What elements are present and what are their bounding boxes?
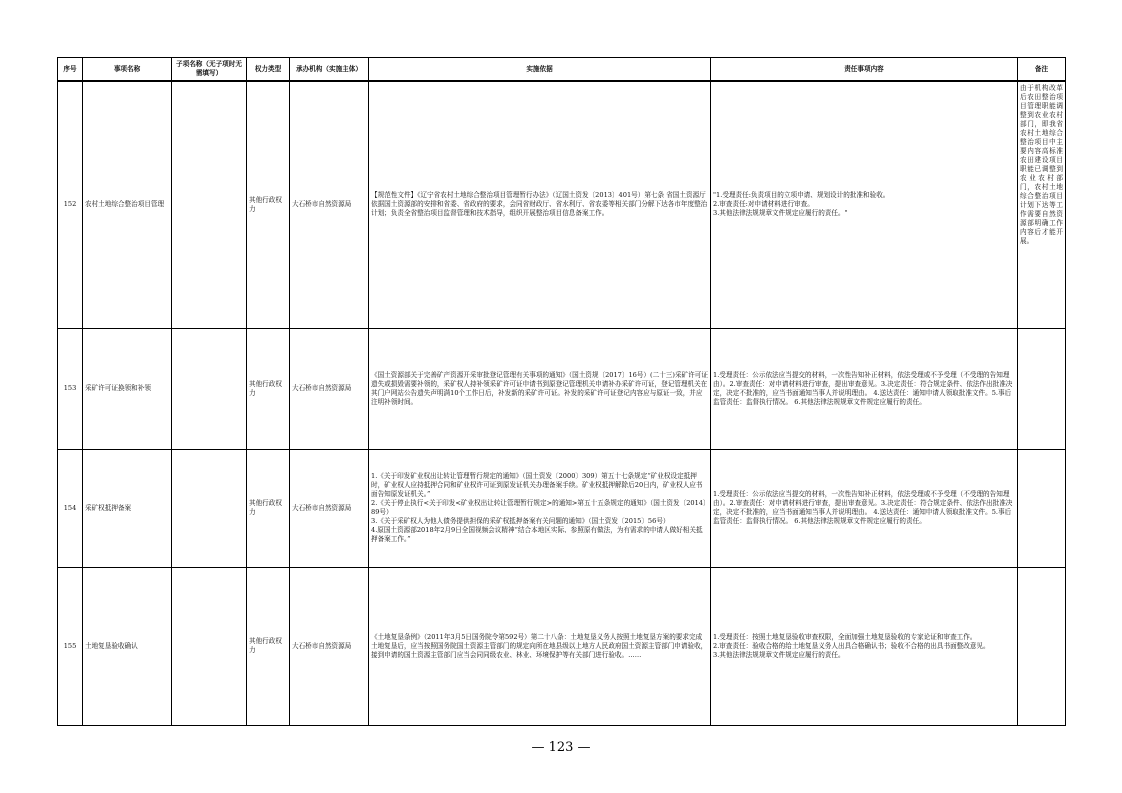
table-header xyxy=(58,58,1066,82)
power-type-cell: 其他行政权力 xyxy=(247,81,290,328)
item-name-cell: 农村土地综合整治项目管理 xyxy=(83,81,172,328)
seq-cell: 155 xyxy=(58,567,83,725)
seq-cell: 154 xyxy=(58,449,83,567)
power-type-cell: 其他行政权力 xyxy=(247,567,290,725)
item-name-cell: 采矿权抵押备案 xyxy=(83,449,172,567)
responsibility-cell: 1.受理责任：公示依法应当提交的材料，一次性告知补正材料，依法受理或不予受理（不受理的告知理由）。2.审查责任：对申请材料进行审查，提出审查意见。3.决定责任：符合规定条件、依法作出批准决定，决定不批准的，应当书面通知当事人并说明理由。 4.送达责任：通知申请人领取批准文件。5.事后监管责任：监督执行情况。 6.其他法律法规规章文件规定应履行的责任。 xyxy=(711,328,1018,449)
sub-item-cell xyxy=(172,567,247,725)
remarks-cell xyxy=(1018,328,1066,449)
header-org: 承办机构（实施主体） xyxy=(290,58,369,82)
seq-cell: 153 xyxy=(58,328,83,449)
sub-item-cell xyxy=(172,449,247,567)
header-remarks: 备注 xyxy=(1018,58,1066,82)
header-sub-item: 子项名称（无子项时无需填写） xyxy=(172,58,247,82)
header-item-name: 事项名称 xyxy=(83,58,172,82)
basis-cell: 《国土资源部关于完善矿产资源开采审批登记管理有关事项的通知》（国土资规〔2017〕16号）(二十三)采矿许可证遗失或损毁需要补领的，采矿权人持补领采矿许可证申请书到原登记管理机关申请补办采矿许可证，登记管理机关在其门户网站公告遗失声明满10个工作日后，补发新的采矿许可证。补发的采矿许可证登记内容应与原证一致，并应注明补领时间。 xyxy=(369,328,711,449)
power-type-cell: 其他行政权力 xyxy=(247,328,290,449)
table-row xyxy=(58,449,1066,567)
remarks-cell xyxy=(1018,567,1066,725)
remarks-cell: 由于机构改革后农田整治项目管理职能调整到农业农村部门，即我省农村土地综合整治项目中主要内容高标准农田建设项目职能已调整到农业农村部门，农村土地综合整治项目计划下达等工作需要自然资源部明确工作内容后才能开展。 xyxy=(1018,81,1066,328)
page-number: — 123 — xyxy=(531,740,591,755)
seq-cell: 152 xyxy=(58,81,83,328)
remarks-cell xyxy=(1018,449,1066,567)
basis-cell: 1.《关于印发矿业权出让转让管理暂行规定的通知》（国土资发〔2000〕309）第五十七条规定“矿业权设定抵押时，矿业权人应持抵押合同和矿业权许可证到原发证机关办理备案手续。矿业权抵押解除后20日内，矿业权人应书面告知原发证机关。” 2.《关于停止执行<关于印发<矿业权出让转让管理暂行规定>的通知>第五十五条规定的通知》（国土资发〔2014〕89号） 3.《关于采矿权人为他人债务提供担保的采矿权抵押备案有关问题的通知》（国土资发〔2015〕56号） 4.原国土资源部2018年2月9日全国视频会议精神“结合本地区实际、参照原有做法，为有需求的申请人做好相关抵押备案工作。” xyxy=(369,449,711,567)
sub-item-cell xyxy=(172,81,247,328)
table-row xyxy=(58,567,1066,725)
basis-cell: 【规范性文件】《辽宁省农村土地综合整治项目管理暂行办法》（辽国土资发〔2013〕401号）第七条 省国土资源厅依据国土资源部的安排和省委、省政府的要求，会同省财政厅、省水利厅、省农委等相关部门分解下达各市年度整治计划；负责全省整治项目监督管理和技术指导，组织开展整治项目信息备案工作。 xyxy=(369,81,711,328)
header-responsibility: 责任事项内容 xyxy=(711,58,1018,82)
table-row xyxy=(58,81,1066,328)
org-cell: 大石桥市自然资源局 xyxy=(290,328,369,449)
header-seq: 序号 xyxy=(58,58,83,82)
table-body xyxy=(58,81,1066,725)
item-name-cell: 土地复垦验收确认 xyxy=(83,567,172,725)
sub-item-cell xyxy=(172,328,247,449)
power-type-cell: 其他行政权力 xyxy=(247,449,290,567)
header-power-type: 权力类型 xyxy=(247,58,290,82)
table-row xyxy=(58,328,1066,449)
item-name-cell: 采矿许可证换领和补领 xyxy=(83,328,172,449)
header-basis: 实施依据 xyxy=(369,58,711,82)
basis-cell: 《土地复垦条例》（2011年3月5日国务院令第592号）第二十八条：土地复垦义务人按照土地复垦方案的要求完成土地复垦后，应当按照国务院国土资源主管部门的规定向所在地县级以上地方人民政府国土资源主管部门申请验收，接到申请的国土资源主管部门应当会同同级农业、林业、环境保护等有关部门进行验收。…… xyxy=(369,567,711,725)
power-list-table xyxy=(57,57,1066,726)
responsibility-cell: "1.受理责任:负责项目的立项申请、规划设计的批准和验收。 2.审查责任:对申请材料进行审查。 3.其他法律法规规章文件规定应履行的责任。" xyxy=(711,81,1018,328)
org-cell: 大石桥市自然资源局 xyxy=(290,81,369,328)
org-cell: 大石桥市自然资源局 xyxy=(290,449,369,567)
responsibility-cell: 1.受理责任：按照土地复垦验收审查权限，全面加强土地复垦验收的专家论证和审查工作。 2.审查责任：验收合格的给土地复垦义务人出具合格确认书；验收不合格的出具书面整改意见。 3.其他法律法规规章文件规定应履行的责任。 xyxy=(711,567,1018,725)
header-row xyxy=(58,58,1066,82)
org-cell: 大石桥市自然资源局 xyxy=(290,567,369,725)
responsibility-cell: 1.受理责任：公示依法应当提交的材料，一次性告知补正材料，依法受理或不予受理（不受理的告知理由）。2.审查责任：对申请材料进行审查，提出审查意见。3.决定责任：符合规定条件、依法作出批准决定，决定不批准的，应当书面通知当事人并说明理由。 4.送达责任：通知申请人领取批准文件。5.事后监管责任：监督执行情况。 6.其他法律法规规章文件规定应履行的责任。 xyxy=(711,449,1018,567)
